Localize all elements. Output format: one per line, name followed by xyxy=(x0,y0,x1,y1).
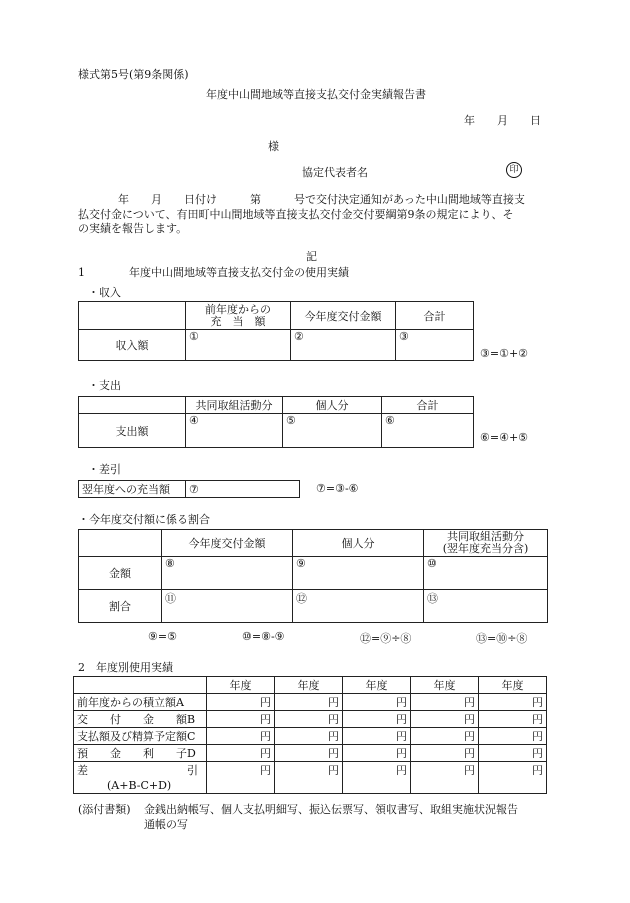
income-cell-1: ① xyxy=(186,330,291,361)
yen-cell: 円 xyxy=(411,745,479,762)
attachments-line-1: 金銭出納帳写、個人支払明細写、振込伝票写、領収書写、取組実施状況報告 xyxy=(144,803,518,816)
yen-cell: 円 xyxy=(343,745,411,762)
yearly-row-label: 前年度からの積立額A xyxy=(74,694,207,711)
ratio-table xyxy=(78,529,548,623)
expense-header-joint: 共同取組活動分 xyxy=(186,397,283,414)
expense-cell-6: ⑥ xyxy=(382,414,474,448)
balance-row-label: 翌年度への充当額 xyxy=(79,481,186,498)
ratio-row-ratio-label: 割合 xyxy=(79,590,162,623)
yen-cell: 円 xyxy=(411,762,479,794)
ratio-formula-4: ⑬=⑩÷⑧ xyxy=(476,632,528,645)
yearly-header-blank xyxy=(74,677,207,694)
balance-table xyxy=(78,480,300,498)
ratio-header-blank xyxy=(79,530,162,557)
diff-label-bottom: (A+B-C+D) xyxy=(107,778,172,792)
addressee: 様 xyxy=(268,140,279,153)
ratio-cell-13: ⑬ xyxy=(424,590,548,623)
expense-header-total: 合計 xyxy=(382,397,474,414)
income-header-total: 合計 xyxy=(396,302,474,330)
yearly-row-label: 預 金 利 子D xyxy=(74,745,207,762)
yen-cell: 円 xyxy=(479,694,547,711)
expense-header-individual: 個人分 xyxy=(283,397,382,414)
yearly-row-label-diff xyxy=(74,762,207,794)
income-label: ・収入 xyxy=(88,286,121,299)
yen-cell: 円 xyxy=(275,745,343,762)
yen-cell: 円 xyxy=(275,711,343,728)
income-table xyxy=(78,301,474,361)
yen-cell: 円 xyxy=(275,728,343,745)
form-number: 様式第5号(第9条関係) xyxy=(78,68,189,81)
yen-cell: 円 xyxy=(343,762,411,794)
yen-cell: 円 xyxy=(343,694,411,711)
yearly-header-5: 年度 xyxy=(479,677,547,694)
yen-cell: 円 xyxy=(479,762,547,794)
yen-cell: 円 xyxy=(207,728,275,745)
section1-heading: 1 年度中山間地域等直接支払交付金の使用実績 xyxy=(78,266,349,279)
yen-cell: 円 xyxy=(207,762,275,794)
yearly-row-label: 支払額及び精算予定額C xyxy=(74,728,207,745)
ratio-header-joint: 共同取組活動分 (翌年度充当分含) xyxy=(424,530,548,557)
ratio-formula-3: ⑫=⑨÷⑧ xyxy=(360,632,412,645)
income-header-current: 今年度交付金額 xyxy=(291,302,396,330)
yen-cell: 円 xyxy=(479,745,547,762)
body-line-3: の実績を報告します。 xyxy=(78,222,188,235)
diff-label-top: 差 引 xyxy=(77,763,198,777)
document-title: 年度中山間地域等直接支払交付金実績報告書 xyxy=(206,88,426,101)
ratio-header-individual: 個人分 xyxy=(293,530,424,557)
seal-mark: 印 xyxy=(506,162,522,178)
balance-label: ・差引 xyxy=(88,463,121,476)
body-line-1: 年 月 日付け 第 号で交付決定通知があった中山間地域等直接支 xyxy=(118,193,525,206)
yen-cell: 円 xyxy=(207,711,275,728)
yen-cell: 円 xyxy=(479,711,547,728)
yen-cell: 円 xyxy=(411,711,479,728)
yearly-header-2: 年度 xyxy=(275,677,343,694)
income-row-label: 収入額 xyxy=(79,330,186,361)
ratio-row-amount-label: 金額 xyxy=(79,557,162,590)
yearly-table xyxy=(73,676,547,794)
expense-label: ・支出 xyxy=(88,379,121,392)
income-formula: ③=①+② xyxy=(480,347,529,360)
attachments-line-2: 通帳の写 xyxy=(144,818,188,831)
yearly-header-1: 年度 xyxy=(207,677,275,694)
yen-cell: 円 xyxy=(275,762,343,794)
expense-row-label: 支出額 xyxy=(79,414,186,448)
expense-cell-4: ④ xyxy=(186,414,283,448)
yen-cell: 円 xyxy=(479,728,547,745)
ratio-cell-10: ⑩ xyxy=(424,557,548,590)
section2-heading: 2 年度別使用実績 xyxy=(78,661,173,674)
yen-cell: 円 xyxy=(411,694,479,711)
ratio-header-current: 今年度交付金額 xyxy=(162,530,293,557)
attachments-label: (添付書類) xyxy=(78,803,131,816)
balance-cell-7: ⑦ xyxy=(186,481,300,498)
yen-cell: 円 xyxy=(275,694,343,711)
ratio-formula-2: ⑩=⑧-⑨ xyxy=(242,630,285,643)
expense-table xyxy=(78,396,474,448)
income-header-blank xyxy=(79,302,186,330)
ki-mark: 記 xyxy=(306,250,317,263)
income-header-prev: 前年度からの 充 当 額 xyxy=(186,302,291,330)
expense-formula: ⑥=④+⑤ xyxy=(480,431,529,444)
yearly-row-label: 交 付 金 額B xyxy=(74,711,207,728)
ratio-cell-12: ⑫ xyxy=(293,590,424,623)
ratio-cell-11: ⑪ xyxy=(162,590,293,623)
yen-cell: 円 xyxy=(343,728,411,745)
ratio-formula-1: ⑨=⑤ xyxy=(148,630,177,643)
yen-cell: 円 xyxy=(343,711,411,728)
date-line: 年 月 日 xyxy=(464,114,541,127)
yen-cell: 円 xyxy=(207,745,275,762)
balance-formula: ⑦=③-⑥ xyxy=(316,482,359,495)
yen-cell: 円 xyxy=(411,728,479,745)
yen-cell: 円 xyxy=(207,694,275,711)
representative-label: 協定代表者名 xyxy=(302,166,368,179)
income-cell-3: ③ xyxy=(396,330,474,361)
expense-header-blank xyxy=(79,397,186,414)
ratio-cell-8: ⑧ xyxy=(162,557,293,590)
expense-cell-5: ⑤ xyxy=(283,414,382,448)
ratio-cell-9: ⑨ xyxy=(293,557,424,590)
yearly-header-3: 年度 xyxy=(343,677,411,694)
ratio-label: ・今年度交付額に係る割合 xyxy=(78,513,210,526)
body-line-2: 払交付金について、有田町中山間地域等直接支払交付金交付要綱第9条の規定により、そ xyxy=(78,208,514,221)
income-cell-2: ② xyxy=(291,330,396,361)
yearly-header-4: 年度 xyxy=(411,677,479,694)
